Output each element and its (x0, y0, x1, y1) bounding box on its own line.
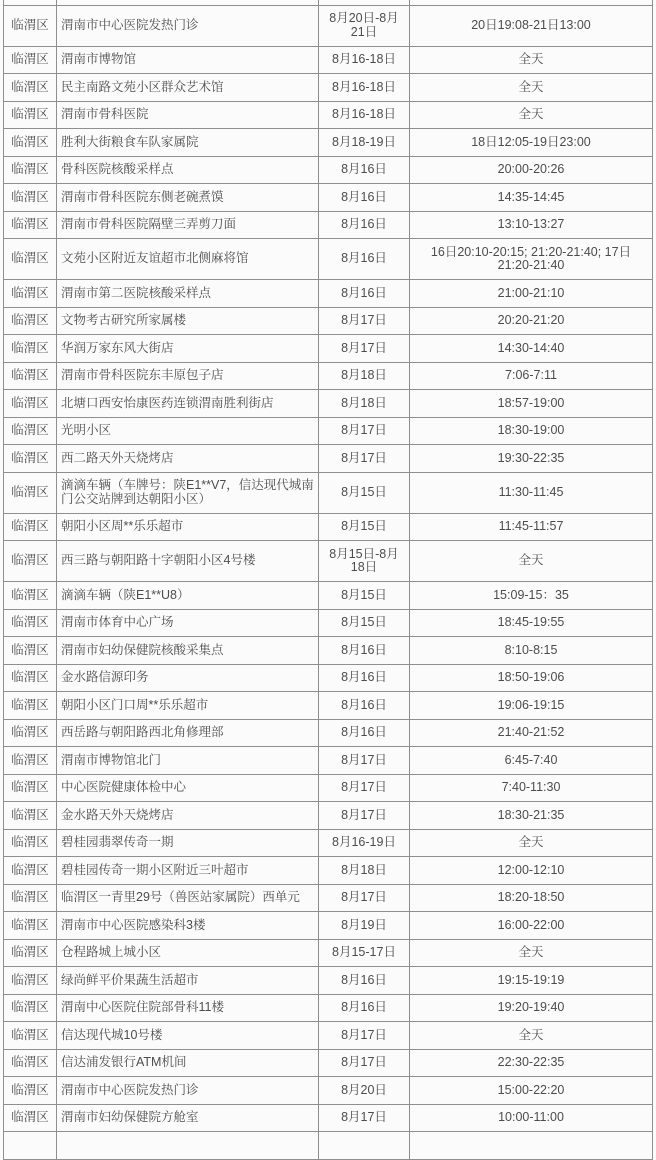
table-row (4, 939, 653, 967)
cell-time: 21:40-21:52 (410, 719, 653, 747)
table-row (4, 74, 653, 102)
table-row (4, 664, 653, 692)
cell-date: 8月18-19日 (319, 129, 410, 157)
table-row (4, 335, 653, 363)
table-row (4, 1049, 653, 1077)
cell-date: 8月15日 (319, 513, 410, 541)
table-row (4, 156, 653, 184)
cell-date: 8月18日 (319, 390, 410, 418)
table-row (4, 829, 653, 857)
cell-location: 滴滴车辆（陕E1**U8） (57, 582, 319, 610)
cell-district: 临渭区 (4, 5, 57, 46)
table-row (4, 239, 653, 280)
cell-location: 渭南市中心医院发热门诊 (57, 5, 319, 46)
cell-time: 14:35-14:45 (410, 184, 653, 212)
cell-district: 临渭区 (4, 184, 57, 212)
cell-location: 文物考古研究所家属楼 (57, 307, 319, 335)
cell-location: 信达浦发银行ATM机间 (57, 1049, 319, 1077)
cell-time: 18:30-19:00 (410, 417, 653, 445)
table-container (3, 0, 653, 1160)
table-row (4, 390, 653, 418)
cell-date: 8月17日 (319, 417, 410, 445)
cell-location: 朝阳小区门口周**乐乐超市 (57, 692, 319, 720)
cell-date: 8月17日 (319, 335, 410, 363)
cell-time: 13:10-13:27 (410, 211, 653, 239)
cell-location: 渭南市妇幼保健院方舱室 (57, 1104, 319, 1132)
cell-district: 临渭区 (4, 1022, 57, 1050)
cell-time: 12:00-12:10 (410, 857, 653, 885)
cell-district: 临渭区 (4, 74, 57, 102)
cell-location: 仓程路城上城小区 (57, 939, 319, 967)
cell-district: 临渭区 (4, 390, 57, 418)
cell-date: 8月16日 (319, 692, 410, 720)
cell-time: 22:30-22:35 (410, 1049, 653, 1077)
cell-time: 10:00-11:00 (410, 1104, 653, 1132)
table-row (4, 582, 653, 610)
cell-district: 临渭区 (4, 541, 57, 582)
cell-district: 临渭区 (4, 307, 57, 335)
cell-date: 8月16日 (319, 184, 410, 212)
cell-location: 绿尚鲜平价果蔬生活超市 (57, 967, 319, 995)
cell-time: 20日19:08-21日13:00 (410, 5, 653, 46)
cell-date: 8月16日 (319, 719, 410, 747)
cell-time: 18:45-19:55 (410, 609, 653, 637)
cell-district: 临渭区 (4, 692, 57, 720)
cell-district: 临渭区 (4, 884, 57, 912)
table-row (4, 184, 653, 212)
cell-date: 8月16-18日 (319, 46, 410, 74)
cell-location: 渭南市博物馆 (57, 46, 319, 74)
cell-district: 临渭区 (4, 362, 57, 390)
cell-location: 渭南市第二医院核酸采样点 (57, 280, 319, 308)
cell-time: 全天 (410, 829, 653, 857)
cell-location: 渭南市妇幼保健院核酸采集点 (57, 637, 319, 665)
cell-district: 临渭区 (4, 582, 57, 610)
cell-district: 临渭区 (4, 637, 57, 665)
cell-date: 8月16日 (319, 156, 410, 184)
cell-time: 全天 (410, 1022, 653, 1050)
cell-location: 民主南路文苑小区群众艺术馆 (57, 74, 319, 102)
cell-date: 8月18日 (319, 857, 410, 885)
cell-date: 8月15日 (319, 582, 410, 610)
table-row (4, 912, 653, 940)
cell-location: 渭南市博物馆北门 (57, 747, 319, 775)
cell-time: 7:40-11:30 (410, 774, 653, 802)
cell-time: 全天 (410, 101, 653, 129)
cell-location: 信达现代城10号楼 (57, 1022, 319, 1050)
cell-district: 临渭区 (4, 46, 57, 74)
table-row (4, 101, 653, 129)
table-row (4, 362, 653, 390)
cell-date: 8月16-19日 (319, 829, 410, 857)
table-row (4, 774, 653, 802)
cell-district: 临渭区 (4, 747, 57, 775)
cell-district: 临渭区 (4, 417, 57, 445)
cell-time: 全天 (410, 46, 653, 74)
cell-date: 8月16日 (319, 994, 410, 1022)
cell-district: 临渭区 (4, 101, 57, 129)
table-row (4, 719, 653, 747)
cell-time: 15:00-22:20 (410, 1077, 653, 1105)
cell-location: 碧桂园翡翠传奇一期 (57, 829, 319, 857)
cell-district: 临渭区 (4, 857, 57, 885)
cell-time: 8:10-8:15 (410, 637, 653, 665)
cell-date: 8月17日 (319, 802, 410, 830)
cell-location: 渭南市中心医院发热门诊 (57, 1077, 319, 1105)
cell-location: 胜利大街粮食车队家属院 (57, 129, 319, 157)
cell-time: 11:30-11:45 (410, 472, 653, 513)
cell-date: 8月20日-8月21日 (319, 5, 410, 46)
cell-time: 全天 (410, 939, 653, 967)
table-row (4, 129, 653, 157)
cell-date: 8月17日 (319, 1022, 410, 1050)
cell-location: 渭南市骨科医院隔壁三弄剪刀面 (57, 211, 319, 239)
table-row (4, 884, 653, 912)
cell-time: 20:20-21:20 (410, 307, 653, 335)
cell-location: 渭南市骨科医院 (57, 101, 319, 129)
cell-time: 11:45-11:57 (410, 513, 653, 541)
cell-date: 8月16日 (319, 637, 410, 665)
cell-time: 19:06-19:15 (410, 692, 653, 720)
cell-district: 临渭区 (4, 472, 57, 513)
table-row (4, 513, 653, 541)
cell-district: 临渭区 (4, 939, 57, 967)
cell-district: 临渭区 (4, 719, 57, 747)
table-row (4, 541, 653, 582)
cell-date: 8月17日 (319, 774, 410, 802)
cell-district: 临渭区 (4, 912, 57, 940)
cell-time: 18:30-21:35 (410, 802, 653, 830)
table-row (4, 747, 653, 775)
table-row (4, 637, 653, 665)
cell-district: 临渭区 (4, 829, 57, 857)
cell-location (57, 1132, 319, 1160)
table-row (4, 1022, 653, 1050)
cell-time: 15:09-15：35 (410, 582, 653, 610)
cell-time: 7:06-7:11 (410, 362, 653, 390)
cell-time (410, 1132, 653, 1160)
table-row (4, 445, 653, 473)
cell-district: 临渭区 (4, 1077, 57, 1105)
cell-date: 8月16日 (319, 211, 410, 239)
cell-location: 西三路与朝阳路十字朝阳小区4号楼 (57, 541, 319, 582)
cell-location: 华润万家东风大街店 (57, 335, 319, 363)
cell-time: 20:00-20:26 (410, 156, 653, 184)
exposure-locations-table (3, 0, 653, 1160)
cell-date: 8月16日 (319, 664, 410, 692)
cell-location: 滴滴车辆（车牌号：陕E1**V7，信达现代城南门公交站牌到达朝阳小区） (57, 472, 319, 513)
cell-location: 金水路天外天烧烤店 (57, 802, 319, 830)
cell-time: 18:57-19:00 (410, 390, 653, 418)
cell-location: 金水路信源印务 (57, 664, 319, 692)
table-row (4, 609, 653, 637)
cell-date: 8月16-18日 (319, 74, 410, 102)
cell-time: 6:45-7:40 (410, 747, 653, 775)
cell-location: 渭南市体育中心广场 (57, 609, 319, 637)
cell-time: 全天 (410, 541, 653, 582)
cell-date: 8月16-18日 (319, 101, 410, 129)
table-row (4, 46, 653, 74)
cell-date (319, 1132, 410, 1160)
cell-time: 全天 (410, 74, 653, 102)
cell-district: 临渭区 (4, 239, 57, 280)
cell-time: 19:30-22:35 (410, 445, 653, 473)
cell-date: 8月16日 (319, 280, 410, 308)
cell-date: 8月16日 (319, 239, 410, 280)
cell-time: 16日20:10-20:15; 21:20-21:40; 17日21:20-21:40 (410, 239, 653, 280)
cell-date: 8月17日 (319, 884, 410, 912)
cell-location: 渭南市中心医院感染科3楼 (57, 912, 319, 940)
cell-location: 中心医院健康体检中心 (57, 774, 319, 802)
cell-date: 8月17日 (319, 1049, 410, 1077)
cell-date: 8月17日 (319, 445, 410, 473)
cell-date: 8月19日 (319, 912, 410, 940)
table-row (4, 417, 653, 445)
cell-date: 8月15日 (319, 472, 410, 513)
table-row (4, 802, 653, 830)
cell-date: 8月20日 (319, 1077, 410, 1105)
cell-location: 西二路天外天烧烤店 (57, 445, 319, 473)
cell-date: 8月15-17日 (319, 939, 410, 967)
cell-district: 临渭区 (4, 664, 57, 692)
cell-time: 18日12:05-19日23:00 (410, 129, 653, 157)
cell-district: 临渭区 (4, 445, 57, 473)
cell-district: 临渭区 (4, 280, 57, 308)
table-row (4, 967, 653, 995)
cell-district: 临渭区 (4, 211, 57, 239)
cell-date: 8月17日 (319, 307, 410, 335)
cell-location: 骨科医院核酸采样点 (57, 156, 319, 184)
cell-district (4, 1132, 57, 1160)
cell-time: 18:50-19:06 (410, 664, 653, 692)
cell-location: 临渭区一青里29号（兽医站家属院）西单元 (57, 884, 319, 912)
cell-time: 18:20-18:50 (410, 884, 653, 912)
cell-district: 临渭区 (4, 156, 57, 184)
table-row (4, 857, 653, 885)
cell-time: 16:00-22:00 (410, 912, 653, 940)
cell-date: 8月17日 (319, 747, 410, 775)
table-row (4, 1077, 653, 1105)
table-row (4, 472, 653, 513)
cell-date: 8月15日 (319, 609, 410, 637)
cell-district: 临渭区 (4, 335, 57, 363)
cell-location: 渭南市骨科医院东丰原包子店 (57, 362, 319, 390)
table-row (4, 994, 653, 1022)
cell-district: 临渭区 (4, 513, 57, 541)
cell-district: 临渭区 (4, 609, 57, 637)
cell-location: 北塘口西安怡康医药连锁渭南胜利街店 (57, 390, 319, 418)
cut-row-bottom (4, 1132, 653, 1160)
cell-date: 8月16日 (319, 967, 410, 995)
cell-time: 21:00-21:10 (410, 280, 653, 308)
cell-time: 19:15-19:19 (410, 967, 653, 995)
cell-location: 西岳路与朝阳路西北角修理部 (57, 719, 319, 747)
cell-date: 8月17日 (319, 1104, 410, 1132)
table-row (4, 280, 653, 308)
cell-time: 19:20-19:40 (410, 994, 653, 1022)
cell-location: 光明小区 (57, 417, 319, 445)
cell-district: 临渭区 (4, 967, 57, 995)
table-row (4, 307, 653, 335)
cell-district: 临渭区 (4, 129, 57, 157)
table-row (4, 211, 653, 239)
cell-district: 临渭区 (4, 1049, 57, 1077)
table-row (4, 5, 653, 46)
cell-district: 临渭区 (4, 802, 57, 830)
cell-district: 临渭区 (4, 994, 57, 1022)
cell-location: 渭南中心医院住院部骨科11楼 (57, 994, 319, 1022)
cell-district: 临渭区 (4, 774, 57, 802)
cell-location: 碧桂园传奇一期小区附近三叶超市 (57, 857, 319, 885)
cell-location: 朝阳小区周**乐乐超市 (57, 513, 319, 541)
table-row (4, 692, 653, 720)
cell-date: 8月15日-8月18日 (319, 541, 410, 582)
cell-location: 文苑小区附近友谊超市北侧麻将馆 (57, 239, 319, 280)
cell-district: 临渭区 (4, 1104, 57, 1132)
cell-date: 8月18日 (319, 362, 410, 390)
cell-location: 渭南市骨科医院东侧老碗煮馍 (57, 184, 319, 212)
cell-time: 14:30-14:40 (410, 335, 653, 363)
table-row (4, 1104, 653, 1132)
